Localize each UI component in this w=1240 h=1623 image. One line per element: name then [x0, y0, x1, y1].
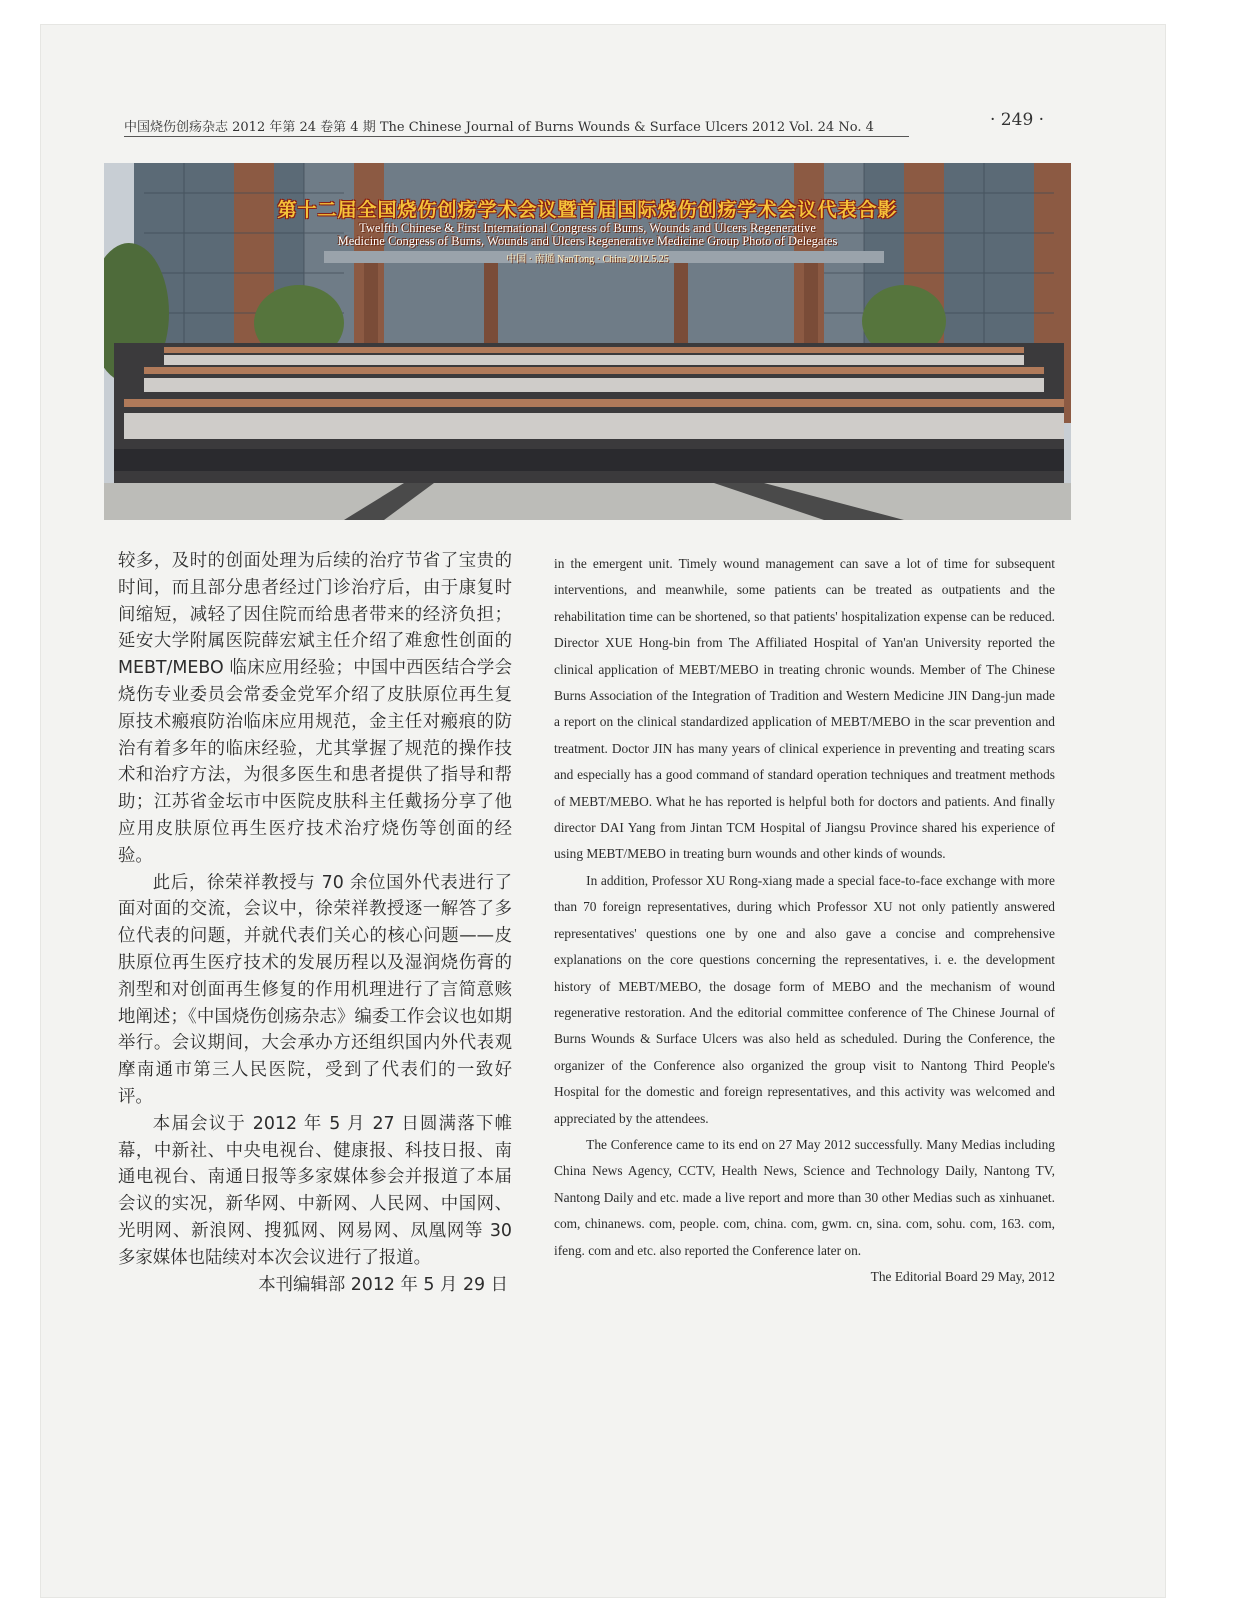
banner-title-cn: 第十二届全国烧伤创疡学术会议暨首届国际烧伤创疡学术会议代表合影 [277, 199, 898, 221]
cn-paragraph-3: 本届会议于 2012 年 5 月 27 日圆满落下帷幕，中新社、中央电视台、健康报、科技日报、南通电视台、南通日报等多家媒体参会并报道了本届会议的实况，新华网、中新网、人民网、中国网、光明网、新浪网、搜狐网、网易网、凤凰网等 30 多家媒体也陆续对本次会议进行了报道。 [118, 1113, 512, 1268]
en-paragraph-3: The Conference came to its end on 27 May 2012 successfully. Many Medias including China News Agency, CCTV, Health News, Science and Technology Daily, Nantong TV, Nantong Daily and etc. made a live report and more than 30 other Medias such as xinhuanet. com, chinanews. com, people. com, china. com, gwm. cn, sina. com, sohu. com, 163. com, ifeng. com and etc. also reported the Conference later on. [554, 1136, 1055, 1258]
photo-banner [104, 195, 1071, 265]
en-paragraph-2: In addition, Professor XU Rong-xiang made a special face-to-face exchange with more than 70 foreign representatives, during which Professor XU not only patiently answered representatives' questions one by one and also gave a concise and comprehensive explanations on the core questions concerning the representatives, i. e. the development history of MEBT/MEBO, the dosage form of MEBO and the mechanism of wound regenerative restoration. And the editorial committee conference of The Chinese Journal of Burns Wounds & Surface Ulcers was also held as scheduled. During the Conference, the organizer of the Conference also organized the group visit to Nantong Third People's Hospital for the domestic and foreign representatives, and this activity was welcomed and appreciated by the attendees. [554, 872, 1055, 1126]
cn-paragraph-1: 较多，及时的创面处理为后续的治疗节省了宝贵的时间，而且部分患者经过门诊治疗后，由于康复时间缩短，减轻了因住院而给患者带来的经济负担；延安大学附属医院薛宏斌主任介绍了难愈性创面的 MEBT/MEBO 临床应用经验；中国中西医结合学会烧伤专业委员会常委金党军介绍了皮肤原位再生复原技术瘢痕防治临床应用规范，金主任对瘢痕的防治有着多年的临床经验，尤其掌握了规范的操作技术和治疗方法，为很多医生和患者提供了指导和帮助；江苏省金坛市中医院皮肤科主任戴扬分享了他应用皮肤原位再生医疗技术治疗烧伤等创面的经验。 [118, 551, 512, 866]
page-number: · 249 · [990, 110, 1045, 130]
header-divider [124, 136, 909, 137]
banner-title-en-line2: Medicine Congress of Burns, Wounds and Ulcers Regenerative Medicine Group Photo of Delegates [337, 234, 838, 248]
cn-signature: 本刊编辑部 2012 年 5 月 29 日 [258, 1274, 508, 1295]
banner-location: 中国 · 南通 NanTong · China 2012.5.25 [506, 254, 669, 265]
en-signature: The Editorial Board 29 May, 2012 [870, 1268, 1055, 1284]
cn-paragraph-2: 此后，徐荣祥教授与 70 余位国外代表进行了面对面的交流，会议中，徐荣祥教授逐一解答了多位代表的问题，并就代表们关心的核心问题——皮肤原位再生医疗技术的发展历程以及湿润烧伤膏的剂型和对创面再生修复的作用机理进行了言简意赅地阐述；《中国烧伤创疡杂志》编委工作会议也如期举行。会议期间，大会承办方还组织国内外代表观摩南通市第三人民医院，受到了代表们的一致好评。 [118, 872, 512, 1107]
group-photo [104, 163, 1071, 520]
english-column [554, 551, 1055, 1290]
chinese-column [118, 548, 512, 1298]
en-paragraph-1: in the emergent unit. Timely wound management can save a lot of time for subsequent interventions, and meanwhile, some patients can be treated as outpatients and the rehabilitation time can be shortened, so that patients' hospitalization expense can be reduced. Director XUE Hong-bin from The Affiliated Hospital of Yan'an University reported the clinical application of MEBT/MEBO in treating chronic wounds. Member of The Chinese Burns Association of the Integration of Tradition and Western Medicine JIN Dang-jun made a report on the clinical standardized application of MEBT/MEBO in the scar prevention and treatment. Doctor JIN has many years of clinical experience in preventing and treating scars and especially has a good command of standard operation techniques and treatment methods of MEBT/MEBO. What he has reported is helpful both for doctors and patients. And finally director DAI Yang from Jintan TCM Hospital of Jiangsu Province shared his experience of using MEBT/MEBO in treating burn wounds and other kinds of wounds. [554, 556, 1055, 862]
running-head: 中国烧伤创疡杂志 2012 年第 24 卷第 4 期 The Chinese Journal of Burns Wounds & Surface Ulcers 2012 Vol. 24 No. 4 [124, 120, 874, 135]
banner-title-en-line1: Twelfth Chinese & First International Congress of Burns, Wounds and Ulcers Regenerative [359, 221, 816, 235]
